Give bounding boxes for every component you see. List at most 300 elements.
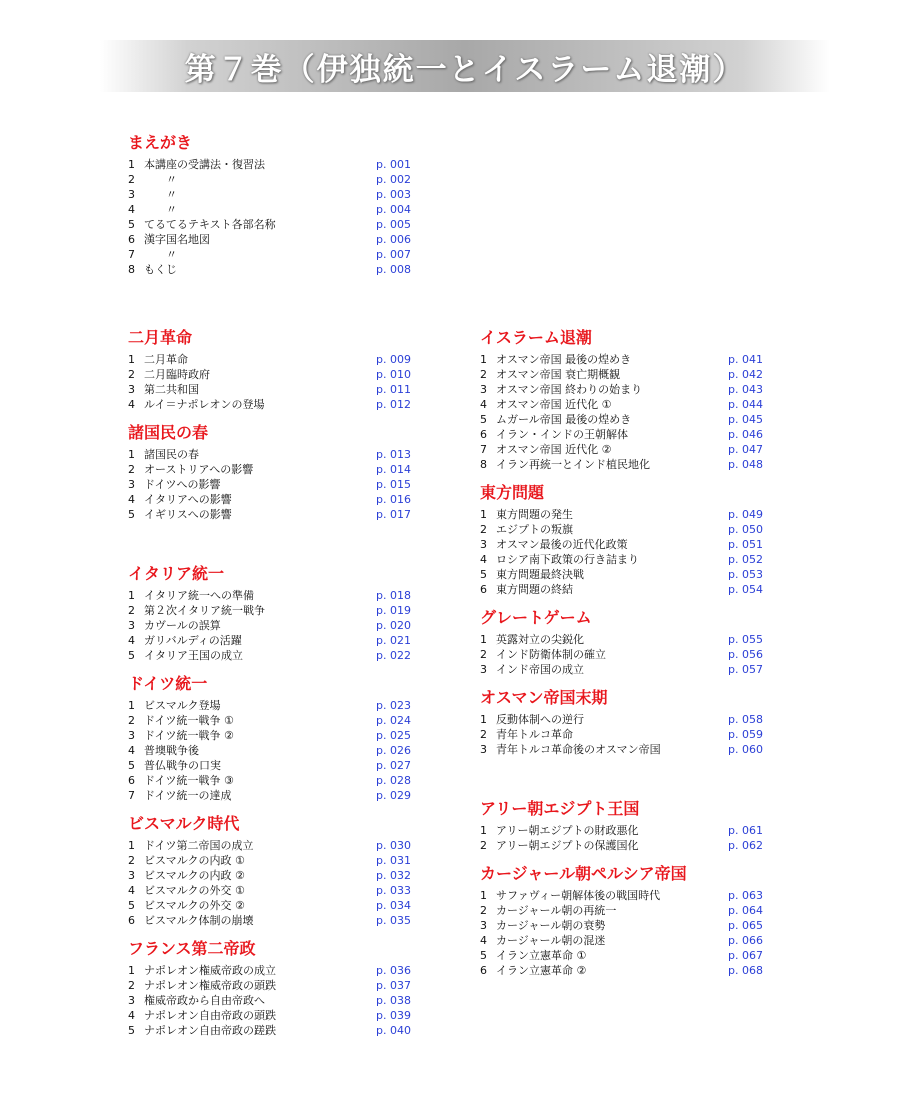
entry-number: 2	[480, 728, 487, 741]
entry-number: 3	[480, 919, 487, 932]
toc-entry[interactable]	[128, 618, 428, 633]
toc-entry[interactable]	[480, 552, 780, 567]
entry-page-number: p. 029	[376, 789, 411, 802]
entry-page-number: p. 063	[728, 889, 763, 902]
entry-number: 2	[480, 839, 487, 852]
entry-title: ガリバルディの活躍	[144, 634, 242, 647]
entry-page-number: p. 014	[376, 463, 411, 476]
entry-page-number: p. 045	[728, 413, 763, 426]
toc-entry[interactable]	[480, 427, 780, 442]
entry-title: ビスマルクの外交 ②	[144, 899, 245, 912]
entry-number: 8	[480, 458, 487, 471]
toc-section	[128, 423, 428, 522]
entry-title: 〃	[144, 203, 177, 216]
entry-number: 4	[480, 934, 487, 947]
section-title: アリー朝エジプト王国	[480, 799, 640, 818]
entry-page-number: p. 044	[728, 398, 763, 411]
entry-number: 2	[480, 648, 487, 661]
entry-number: 1	[480, 508, 487, 521]
toc-entry[interactable]	[128, 853, 428, 868]
entry-number: 4	[128, 744, 135, 757]
entry-page-number: p. 017	[376, 508, 411, 521]
toc-entry[interactable]	[480, 632, 780, 647]
toc-entry[interactable]	[128, 172, 428, 187]
toc-entry[interactable]	[128, 713, 428, 728]
toc-entry[interactable]	[128, 698, 428, 713]
entry-title: 第二共和国	[144, 383, 199, 396]
entry-title: オスマン帝国 衰亡期概観	[496, 368, 621, 381]
entry-page-number: p. 055	[728, 633, 763, 646]
entry-page-number: p. 065	[728, 919, 763, 932]
toc-entry[interactable]	[480, 352, 780, 367]
entry-number: 5	[480, 949, 487, 962]
entry-page-number: p. 068	[728, 964, 763, 977]
entry-page-number: p. 009	[376, 353, 411, 366]
entry-title: 権威帝政から自由帝政へ	[144, 994, 265, 1007]
toc-entry[interactable]	[128, 157, 428, 172]
entry-number: 4	[128, 634, 135, 647]
entry-number: 1	[128, 589, 135, 602]
entry-page-number: p. 048	[728, 458, 763, 471]
entry-title: エジプトの叛旗	[496, 523, 573, 536]
entry-page-number: p. 067	[728, 949, 763, 962]
entry-page-number: p. 015	[376, 478, 411, 491]
entry-page-number: p. 064	[728, 904, 763, 917]
section-title: 二月革命	[128, 328, 193, 347]
entry-number: 6	[128, 914, 135, 927]
section-title: グレートゲーム	[480, 608, 592, 627]
toc-entry[interactable]	[480, 963, 780, 978]
entry-number: 3	[480, 383, 487, 396]
entry-title: オスマン最後の近代化政策	[496, 538, 628, 551]
toc-entry[interactable]	[128, 1023, 428, 1038]
toc-section	[128, 328, 428, 412]
toc-entry[interactable]	[128, 758, 428, 773]
entry-number: 2	[128, 604, 135, 617]
entry-number: 1	[480, 889, 487, 902]
entry-page-number: p. 042	[728, 368, 763, 381]
entry-number: 2	[128, 173, 135, 186]
entry-page-number: p. 033	[376, 884, 411, 897]
entry-title: オスマン帝国 最後の煌めき	[496, 353, 632, 366]
toc-entry[interactable]	[480, 712, 780, 727]
entry-title: カージャール朝の再統一	[496, 904, 617, 917]
entry-number: 1	[128, 964, 135, 977]
toc-section	[480, 328, 780, 472]
entry-page-number: p. 058	[728, 713, 763, 726]
entry-title: オスマン帝国 近代化 ②	[496, 443, 612, 456]
entry-number: 2	[128, 979, 135, 992]
toc-section	[128, 133, 428, 277]
entry-page-number: p. 047	[728, 443, 763, 456]
entry-number: 2	[128, 463, 135, 476]
entry-page-number: p. 061	[728, 824, 763, 837]
entry-title: ビスマルク体制の崩壊	[144, 914, 254, 927]
entry-title: 普墺戦争後	[144, 744, 199, 757]
entry-page-number: p. 011	[376, 383, 411, 396]
entry-number: 3	[128, 619, 135, 632]
entry-number: 2	[480, 523, 487, 536]
entry-title: 本講座の受講法・復習法	[144, 158, 265, 171]
toc-section	[480, 483, 780, 597]
entry-number: 5	[128, 899, 135, 912]
toc-entry[interactable]	[480, 582, 780, 597]
entry-title: ドイツ統一戦争 ①	[144, 714, 234, 727]
entry-number: 1	[128, 353, 135, 366]
entry-page-number: p. 020	[376, 619, 411, 632]
entry-title: ビスマルク登場	[144, 699, 221, 712]
entry-number: 6	[480, 964, 487, 977]
toc-entry[interactable]	[480, 727, 780, 742]
entry-title: 二月臨時政府	[144, 368, 210, 381]
entry-number: 4	[128, 493, 135, 506]
section-title: フランス第二帝政	[128, 939, 256, 958]
entry-title: イラン立憲革命 ②	[496, 964, 587, 977]
entry-page-number: p. 023	[376, 699, 411, 712]
toc-entry[interactable]	[480, 823, 780, 838]
entry-number: 6	[480, 428, 487, 441]
section-title: イスラーム退潮	[480, 328, 592, 347]
entry-title: ビスマルクの内政 ②	[144, 869, 245, 882]
entry-number: 3	[128, 188, 135, 201]
entry-title: インド帝国の成立	[496, 663, 584, 676]
toc-entry[interactable]	[480, 933, 780, 948]
entry-page-number: p. 040	[376, 1024, 411, 1037]
entry-number: 1	[480, 353, 487, 366]
entry-page-number: p. 062	[728, 839, 763, 852]
entry-page-number: p. 013	[376, 448, 411, 461]
toc-entry[interactable]	[480, 382, 780, 397]
entry-page-number: p. 066	[728, 934, 763, 947]
entry-number: 3	[128, 478, 135, 491]
entry-title: ナポレオン自由帝政の頭跌	[144, 1009, 276, 1022]
entry-title: イタリア王国の成立	[144, 649, 243, 662]
toc-entry[interactable]	[480, 567, 780, 582]
entry-title: 青年トルコ革命	[496, 728, 573, 741]
entry-number: 1	[128, 699, 135, 712]
entry-number: 3	[480, 743, 487, 756]
toc-entry[interactable]	[128, 492, 428, 507]
toc-entry[interactable]	[128, 978, 428, 993]
entry-title: サファヴィー朝解体後の戦国時代	[496, 889, 661, 902]
entry-number: 1	[128, 448, 135, 461]
toc-entry[interactable]	[128, 507, 428, 522]
toc-entry[interactable]	[128, 187, 428, 202]
entry-title: 〃	[144, 188, 177, 201]
entry-title: オスマン帝国 近代化 ①	[496, 398, 612, 411]
toc-entry[interactable]	[128, 232, 428, 247]
entry-number: 5	[128, 218, 135, 231]
entry-title: ドイツへの影響	[144, 478, 221, 491]
toc-entry[interactable]	[128, 382, 428, 397]
toc-entry[interactable]	[480, 918, 780, 933]
entry-page-number: p. 006	[376, 233, 411, 246]
entry-number: 6	[128, 233, 135, 246]
entry-title: 第２次イタリア統一戦争	[144, 604, 265, 617]
entry-number: 2	[480, 904, 487, 917]
toc-entry[interactable]	[128, 898, 428, 913]
toc-entry[interactable]	[128, 367, 428, 382]
entry-title: ドイツ統一の達成	[144, 789, 232, 802]
toc-entry[interactable]	[128, 588, 428, 603]
toc-entry[interactable]	[128, 993, 428, 1008]
entry-page-number: p. 016	[376, 493, 411, 506]
entry-page-number: p. 059	[728, 728, 763, 741]
entry-title: イラン立憲革命 ①	[496, 949, 587, 962]
section-title: オスマン帝国末期	[480, 688, 608, 707]
entry-number: 4	[480, 553, 487, 566]
entry-page-number: p. 031	[376, 854, 411, 867]
entry-number: 1	[480, 633, 487, 646]
entry-title: カージャール朝の衰勢	[496, 919, 606, 932]
entry-number: 5	[480, 568, 487, 581]
entry-title: 〃	[144, 173, 177, 186]
entry-title: ドイツ統一戦争 ③	[144, 774, 234, 787]
column-left-top	[128, 133, 428, 319]
page-title: 第７巻（伊独統一とイスラーム退潮）	[184, 51, 746, 88]
entry-number: 1	[128, 158, 135, 171]
entry-number: 1	[480, 824, 487, 837]
entry-title: ルイ＝ナポレオンの登場	[144, 398, 265, 411]
entry-title: ムガール帝国 最後の煌めき	[496, 413, 632, 426]
entry-number: 3	[128, 994, 135, 1007]
entry-number: 6	[480, 583, 487, 596]
entry-title: ナポレオン権威帝政の頭跌	[144, 979, 276, 992]
toc-entry[interactable]	[480, 537, 780, 552]
section-title: 諸国民の春	[128, 423, 209, 442]
entry-number: 2	[128, 854, 135, 867]
entry-title: イラン再統一とインド植民地化	[496, 458, 650, 471]
entry-page-number: p. 041	[728, 353, 763, 366]
entry-number: 1	[480, 713, 487, 726]
entry-number: 6	[128, 774, 135, 787]
entry-title: ナポレオン権威帝政の成立	[144, 964, 276, 977]
toc-entry[interactable]	[480, 647, 780, 662]
entry-number: 7	[128, 248, 135, 261]
toc-section	[128, 939, 428, 1038]
entry-page-number: p. 060	[728, 743, 763, 756]
entry-title: カヴールの誤算	[144, 619, 221, 632]
toc-entry[interactable]	[128, 352, 428, 367]
entry-page-number: p. 021	[376, 634, 411, 647]
entry-page-number: p. 008	[376, 263, 411, 276]
toc-entry[interactable]	[128, 603, 428, 618]
entry-number: 5	[128, 508, 135, 521]
entry-number: 4	[128, 884, 135, 897]
toc-entry[interactable]	[128, 633, 428, 648]
entry-title: てるてるテキスト各部名称	[144, 218, 276, 231]
entry-page-number: p. 018	[376, 589, 411, 602]
entry-page-number: p. 005	[376, 218, 411, 231]
title-banner	[100, 40, 830, 92]
entry-number: 5	[128, 649, 135, 662]
entry-title: 〃	[144, 248, 177, 261]
entry-title: イタリア統一への準備	[144, 589, 254, 602]
toc-entry[interactable]	[480, 442, 780, 457]
toc-entry[interactable]	[128, 462, 428, 477]
toc-entry[interactable]	[480, 457, 780, 472]
entry-title: ロシア南下政策の行き詰まり	[496, 553, 639, 566]
toc-entry[interactable]	[128, 773, 428, 788]
entry-page-number: p. 037	[376, 979, 411, 992]
entry-number: 4	[480, 398, 487, 411]
entry-number: 2	[128, 714, 135, 727]
entry-page-number: p. 027	[376, 759, 411, 772]
entry-title: 反動体制への逆行	[496, 713, 584, 726]
entry-page-number: p. 043	[728, 383, 763, 396]
entry-page-number: p. 052	[728, 553, 763, 566]
entry-page-number: p. 025	[376, 729, 411, 742]
entry-number: 3	[128, 729, 135, 742]
toc-section	[128, 674, 428, 803]
column-left	[128, 328, 428, 1049]
entry-number: 5	[128, 1024, 135, 1037]
toc-entry[interactable]	[128, 743, 428, 758]
toc-section	[480, 608, 780, 677]
toc-section	[128, 814, 428, 928]
entry-number: 7	[128, 789, 135, 802]
entry-page-number: p. 049	[728, 508, 763, 521]
section-title: まえがき	[128, 133, 193, 152]
entry-page-number: p. 019	[376, 604, 411, 617]
entry-page-number: p. 030	[376, 839, 411, 852]
toc-section	[480, 864, 780, 978]
toc-section	[480, 688, 780, 757]
entry-page-number: p. 034	[376, 899, 411, 912]
toc-entry[interactable]	[480, 397, 780, 412]
entry-title: アリー朝エジプトの財政悪化	[496, 824, 639, 837]
entry-page-number: p. 046	[728, 428, 763, 441]
entry-title: 漢字国名地図	[144, 233, 210, 246]
toc-entry[interactable]	[128, 447, 428, 462]
entry-page-number: p. 057	[728, 663, 763, 676]
column-right	[480, 328, 780, 989]
toc-section	[128, 564, 428, 663]
entry-page-number: p. 036	[376, 964, 411, 977]
entry-title: もくじ	[144, 263, 177, 276]
entry-page-number: p. 051	[728, 538, 763, 551]
entry-title: オーストリアへの影響	[144, 463, 254, 476]
entry-page-number: p. 032	[376, 869, 411, 882]
entry-title: アリー朝エジプトの保護国化	[496, 839, 639, 852]
entry-title: 普仏戦争の口実	[144, 759, 221, 772]
toc-entry[interactable]	[480, 662, 780, 677]
toc-entry[interactable]	[480, 367, 780, 382]
entry-title: イタリアへの影響	[144, 493, 232, 506]
toc-entry[interactable]	[128, 247, 428, 262]
entry-title: 英露対立の尖鋭化	[496, 633, 584, 646]
entry-title: イラン・インドの王朝解体	[496, 428, 628, 441]
entry-page-number: p. 024	[376, 714, 411, 727]
toc-entry[interactable]	[480, 903, 780, 918]
toc-entry[interactable]	[128, 868, 428, 883]
toc-section	[480, 799, 780, 853]
entry-title: 青年トルコ革命後のオスマン帝国	[496, 743, 661, 756]
entry-number: 7	[480, 443, 487, 456]
entry-number: 3	[128, 383, 135, 396]
entry-page-number: p. 004	[376, 203, 411, 216]
entry-number: 5	[128, 759, 135, 772]
toc-entry[interactable]	[128, 788, 428, 803]
entry-title: 東方問題の発生	[496, 508, 573, 521]
entry-title: 二月革命	[144, 353, 188, 366]
entry-number: 5	[480, 413, 487, 426]
section-title: ドイツ統一	[128, 674, 208, 693]
toc-entry[interactable]	[128, 217, 428, 232]
entry-page-number: p. 038	[376, 994, 411, 1007]
entry-title: インド防衛体制の確立	[496, 648, 606, 661]
entry-number: 1	[128, 839, 135, 852]
toc-entry[interactable]	[480, 742, 780, 757]
entry-title: イギリスへの影響	[144, 508, 232, 521]
toc-entry[interactable]	[128, 963, 428, 978]
entry-title: ナポレオン自由帝政の蹉跌	[144, 1024, 276, 1037]
toc-entry[interactable]	[128, 913, 428, 928]
entry-number: 3	[480, 538, 487, 551]
entry-page-number: p. 022	[376, 649, 411, 662]
entry-page-number: p. 026	[376, 744, 411, 757]
toc-entry[interactable]	[480, 888, 780, 903]
entry-title: ドイツ第二帝国の成立	[144, 839, 254, 852]
entry-number: 4	[128, 203, 135, 216]
entry-title: 東方問題の終結	[496, 583, 573, 596]
entry-number: 2	[128, 368, 135, 381]
entry-number: 4	[128, 398, 135, 411]
toc-entry[interactable]	[128, 1008, 428, 1023]
entry-number: 3	[480, 663, 487, 676]
section-title: ビスマルク時代	[128, 814, 240, 833]
entry-page-number: p. 007	[376, 248, 411, 261]
toc-entry[interactable]	[128, 838, 428, 853]
entry-number: 8	[128, 263, 135, 276]
toc-entry[interactable]	[480, 507, 780, 522]
entry-number: 3	[128, 869, 135, 882]
section-title: カージャール朝ペルシア帝国	[480, 864, 687, 883]
entry-page-number: p. 003	[376, 188, 411, 201]
toc-entry[interactable]	[480, 522, 780, 537]
entry-page-number: p. 001	[376, 158, 411, 171]
entry-title: ビスマルクの内政 ①	[144, 854, 245, 867]
toc-entry[interactable]	[480, 948, 780, 963]
entry-title: ビスマルクの外交 ①	[144, 884, 245, 897]
entry-page-number: p. 002	[376, 173, 411, 186]
toc-entry[interactable]	[480, 838, 780, 853]
toc-entry[interactable]	[480, 412, 780, 427]
entry-title: カージャール朝の混迷	[496, 934, 606, 947]
entry-title: 東方問題最終決戦	[496, 568, 584, 581]
entry-title: ドイツ統一戦争 ②	[144, 729, 234, 742]
entry-title: オスマン帝国 終わりの始まり	[496, 383, 643, 396]
entry-page-number: p. 010	[376, 368, 411, 381]
entry-page-number: p. 053	[728, 568, 763, 581]
entry-page-number: p. 056	[728, 648, 763, 661]
entry-page-number: p. 039	[376, 1009, 411, 1022]
section-title: イタリア統一	[128, 564, 225, 583]
toc-entry[interactable]	[128, 397, 428, 412]
entry-page-number: p. 054	[728, 583, 763, 596]
entry-number: 4	[128, 1009, 135, 1022]
toc-entry[interactable]	[128, 262, 428, 277]
entry-title: 諸国民の春	[144, 448, 199, 461]
toc-entry[interactable]	[128, 728, 428, 743]
entry-page-number: p. 012	[376, 398, 411, 411]
toc-entry[interactable]	[128, 202, 428, 217]
toc-entry[interactable]	[128, 648, 428, 663]
toc-entry[interactable]	[128, 477, 428, 492]
entry-page-number: p. 028	[376, 774, 411, 787]
entry-page-number: p. 050	[728, 523, 763, 536]
toc-entry[interactable]	[128, 883, 428, 898]
